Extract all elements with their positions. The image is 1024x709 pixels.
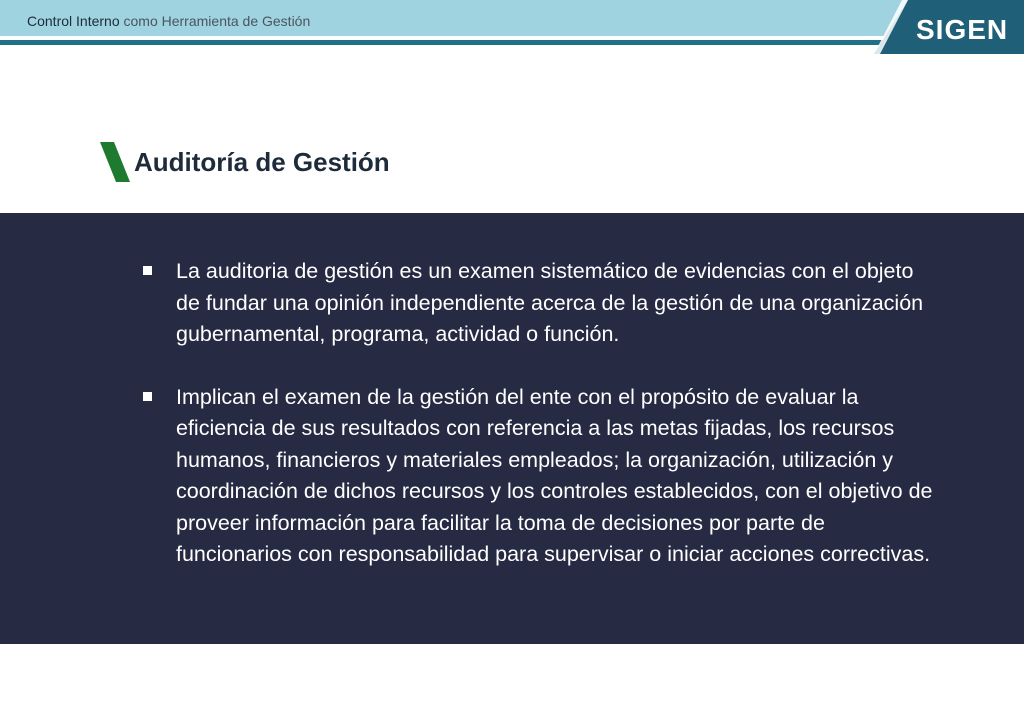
section-title: Auditoría de Gestión — [134, 147, 390, 177]
square-bullet-icon — [143, 392, 152, 401]
header-title — [27, 13, 310, 29]
square-bullet-icon — [143, 266, 152, 275]
bullet-list — [140, 256, 940, 602]
bullet-text: La auditoria de gestión es un examen sistemático de evidencias con el objeto de fundar una opinión independiente acerca de la gestión de una organización gubernamental, programa, actividad o función. — [176, 259, 924, 346]
slide-header — [0, 0, 1024, 54]
header-title-rest: como Herramienta de Gestión — [119, 13, 311, 29]
header-rule — [0, 40, 900, 45]
bullet-item — [140, 382, 940, 571]
logo-text: SIGEN — [916, 14, 1009, 45]
bullet-text: Implican el examen de la gestión del ente con el propósito de evaluar la eficiencia de sus resultados con referencia a las metas fijadas, los recursos humanos, financieros y materiales empleados; la organización, utilización y coordinación de dichos recursos y los controles establecidos, con el objetivo de proveer información para facilitar la toma de decisiones por parte de funcionarios con responsabilidad para supervisar o iniciar acciones correctivas. — [176, 384, 933, 566]
header-title-strong: Control Interno — [27, 13, 120, 29]
slanted-green-bar-icon — [100, 142, 132, 184]
bullet-item — [140, 256, 940, 351]
